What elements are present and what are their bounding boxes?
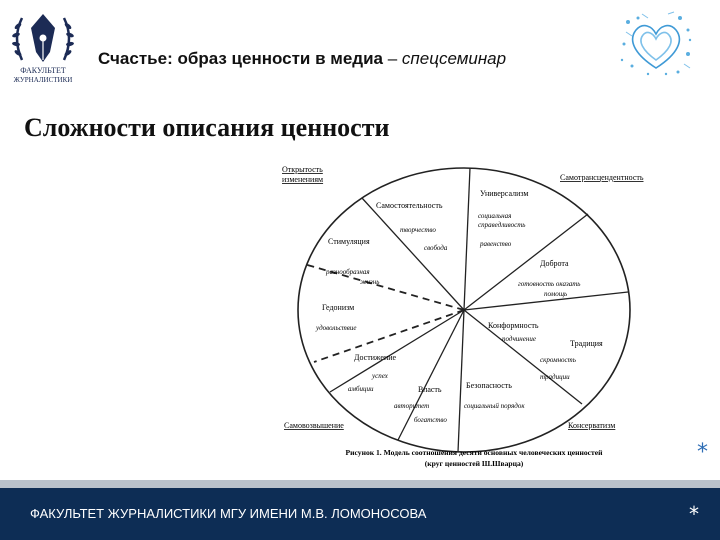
sector-item: социальный порядок [464, 402, 525, 410]
sector-label-conformity: Конформность [488, 321, 539, 330]
header-title [98, 49, 506, 69]
sector-label-universalism: Универсализм [480, 189, 529, 198]
decorative-badge [618, 10, 694, 80]
sector-label-power: Власть [418, 385, 442, 394]
corner-label-openness: Открытость [282, 165, 323, 174]
footer-bar [0, 480, 720, 540]
sector-line [464, 168, 470, 310]
faculty-logo [8, 8, 78, 84]
sector-item: жизнь [360, 278, 380, 286]
heart-ornament-icon [618, 10, 694, 80]
sector-item: традиции [540, 373, 570, 381]
sector-item: справедливость [478, 221, 526, 229]
sector-line [458, 310, 464, 452]
sector-item: свобода [424, 244, 448, 252]
slide-title: Сложности описания ценности [24, 113, 390, 142]
corner-label-openness-2: изменениям [282, 175, 324, 184]
pen-nib-laurel-icon [8, 8, 78, 84]
sector-item: равенство [480, 240, 512, 248]
sector-label-tradition: Традиция [570, 339, 603, 348]
corner-label-self-enhancement: Самовозвышение [284, 421, 344, 430]
header-subtitle: спецсеминар [401, 49, 507, 68]
schwartz-values-diagram [278, 160, 674, 476]
sector-item: успех [372, 372, 388, 380]
sector-item: подчинение [502, 335, 536, 343]
footer-star: * [689, 502, 699, 526]
corner-label-self-transcendence: Самотрансцендентность [560, 173, 644, 182]
footer-band [0, 480, 720, 488]
sector-line [362, 198, 464, 310]
sector-item: готовность оказать [518, 280, 581, 288]
sector-item: амбиции [348, 385, 374, 393]
svg-text:ФАКУЛЬТЕТ: ФАКУЛЬТЕТ [20, 66, 66, 75]
corner-star: * [697, 440, 708, 465]
sector-label-benevolence: Доброта [540, 259, 569, 268]
sector-label-self-direction: Самостоятельность [376, 201, 443, 210]
sector-item: богатство [414, 416, 447, 424]
diagram-caption-2: (круг ценностей Ш.Шварца) [424, 459, 524, 468]
sector-item: разнообразная [326, 268, 370, 276]
sector-item: авторитет [394, 402, 430, 410]
corner-label-conservation: Консерватизм [568, 421, 616, 430]
sector-item: социальная [478, 212, 512, 220]
sector-item: помощь [544, 290, 568, 298]
header-dash: – [383, 49, 402, 68]
sector-label-security: Безопасность [466, 381, 512, 390]
values-circle-svg [278, 160, 674, 476]
sector-label-achievement: Достижение [354, 353, 397, 362]
sector-item: скромность [540, 356, 576, 364]
sector-item: творчество [400, 226, 436, 234]
header-title-main: Счастье: образ ценности в медиа [98, 49, 384, 68]
sector-label-hedonism: Гедонизм [322, 303, 355, 312]
sector-label-stimulation: Стимуляция [328, 237, 370, 246]
diagram-caption: Рисунок 1. Модель соотношения десяти основных человеческих ценностей [345, 448, 603, 457]
footer-text: ФАКУЛЬТЕТ ЖУРНАЛИСТИКИ МГУ ИМЕНИ М.В. ЛОМОНОСОВА [30, 506, 427, 521]
sector-item: удовольствие [316, 324, 357, 332]
svg-text:ЖУРНАЛИСТИКИ: ЖУРНАЛИСТИКИ [13, 76, 73, 84]
